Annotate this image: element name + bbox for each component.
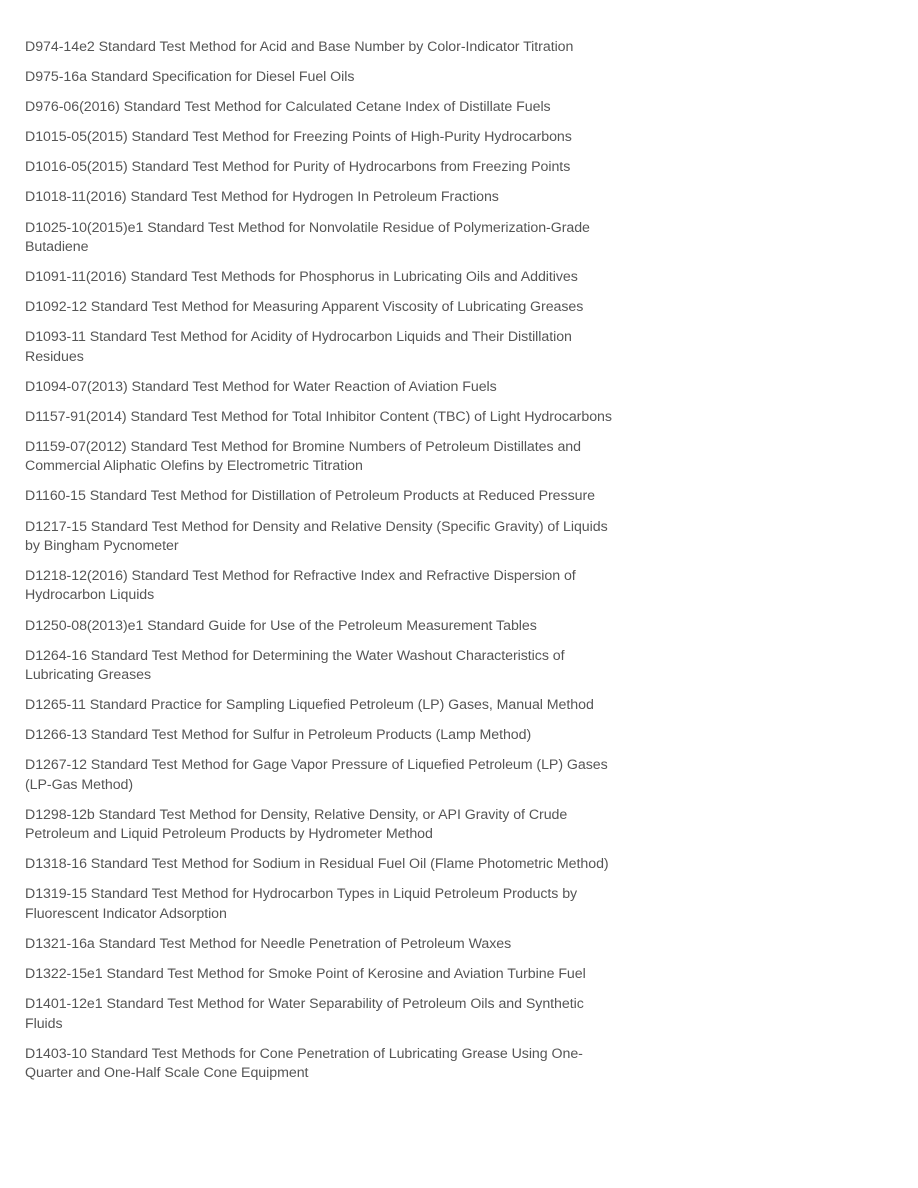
list-item: D1218-12(2016) Standard Test Method for Refractive Index and Refractive Dispersion of Hydrocarbon Liquids [25, 568, 576, 604]
list-item: D975-16a Standard Specification for Diesel Fuel Oils [25, 69, 355, 86]
list-item: D1091-11(2016) Standard Test Methods for Phosphorus in Lubricating Oils and Additives [25, 269, 578, 286]
list-item: D1094-07(2013) Standard Test Method for Water Reaction of Aviation Fuels [25, 378, 497, 395]
list-item: D1264-16 Standard Test Method for Determining the Water Washout Characteristics of Lubricating Greases [25, 647, 565, 684]
list-item: D1093-11 Standard Test Method for Acidity of Hydrocarbon Liquids and Their Distillation Residues [25, 329, 572, 365]
list-item: D1266-13 Standard Test Method for Sulfur in Petroleum Products (Lamp Method) [25, 727, 532, 744]
list-item: D1016-05(2015) Standard Test Method for Purity of Hydrocarbons from Freezing Points [25, 159, 571, 176]
list-item: D1018-11(2016) Standard Test Method for Hydrogen In Petroleum Fractions [25, 189, 499, 206]
list-item: D1298-12b Standard Test Method for Density, Relative Density, or API Gravity of Crude Petroleum and Liquid Petroleum Products by Hydrometer Method [25, 806, 568, 843]
list-item: D1321-16a Standard Test Method for Needle Penetration of Petroleum Waxes [25, 935, 512, 952]
list-item: D1250-08(2013)e1 Standard Guide for Use of the Petroleum Measurement Tables [25, 617, 537, 634]
list-item: D1319-15 Standard Test Method for Hydrocarbon Types in Liquid Petroleum Products by Fluorescent Indicator Adsorption [25, 886, 578, 922]
list-item: D1160-15 Standard Test Method for Distillation of Petroleum Products at Reduced Pressure [25, 488, 595, 505]
list-item: D1157-91(2014) Standard Test Method for Total Inhibitor Content (TBC) of Light Hydrocarbons [25, 408, 612, 425]
list-item: D1217-15 Standard Test Method for Density and Relative Density (Specific Gravity) of Liquids by Bingham Pycnometer [25, 518, 608, 554]
list-item: D1159-07(2012) Standard Test Method for Bromine Numbers of Petroleum Distillates and Commercial Aliphatic Olefins by Electrometric Titration [25, 438, 581, 475]
list-item: D1025-10(2015)e1 Standard Test Method for Nonvolatile Residue of Polymerization-Grade Butadiene [25, 219, 590, 255]
list-item: D1322-15e1 Standard Test Method for Smoke Point of Kerosine and Aviation Turbine Fuel [25, 966, 586, 982]
list-item: D1267-12 Standard Test Method for Gage Vapor Pressure of Liquefied Petroleum (LP) Gases (LP-Gas Method) [25, 757, 608, 793]
list-item: D974-14e2 Standard Test Method for Acid and Base Number by Color-Indicator Titration [25, 39, 574, 55]
list-item: D1403-10 Standard Test Methods for Cone Penetration of Lubricating Grease Using One-Quarter and One-Half Scale Cone Equipment [25, 1045, 583, 1081]
list-item: D1265-11 Standard Practice for Sampling Liquefied Petroleum (LP) Gases, Manual Method [25, 697, 594, 714]
standards-list [25, 38, 615, 1094]
list-item: D1092-12 Standard Test Method for Measuring Apparent Viscosity of Lubricating Greases [25, 299, 584, 316]
list-item: D1401-12e1 Standard Test Method for Water Separability of Petroleum Oils and Synthetic Fluids [25, 996, 584, 1032]
list-item: D976-06(2016) Standard Test Method for Calculated Cetane Index of Distillate Fuels [25, 99, 551, 116]
list-item: D1318-16 Standard Test Method for Sodium in Residual Fuel Oil (Flame Photometric Method) [25, 856, 609, 873]
list-item: D1015-05(2015) Standard Test Method for Freezing Points of High-Purity Hydrocarbons [25, 129, 572, 146]
